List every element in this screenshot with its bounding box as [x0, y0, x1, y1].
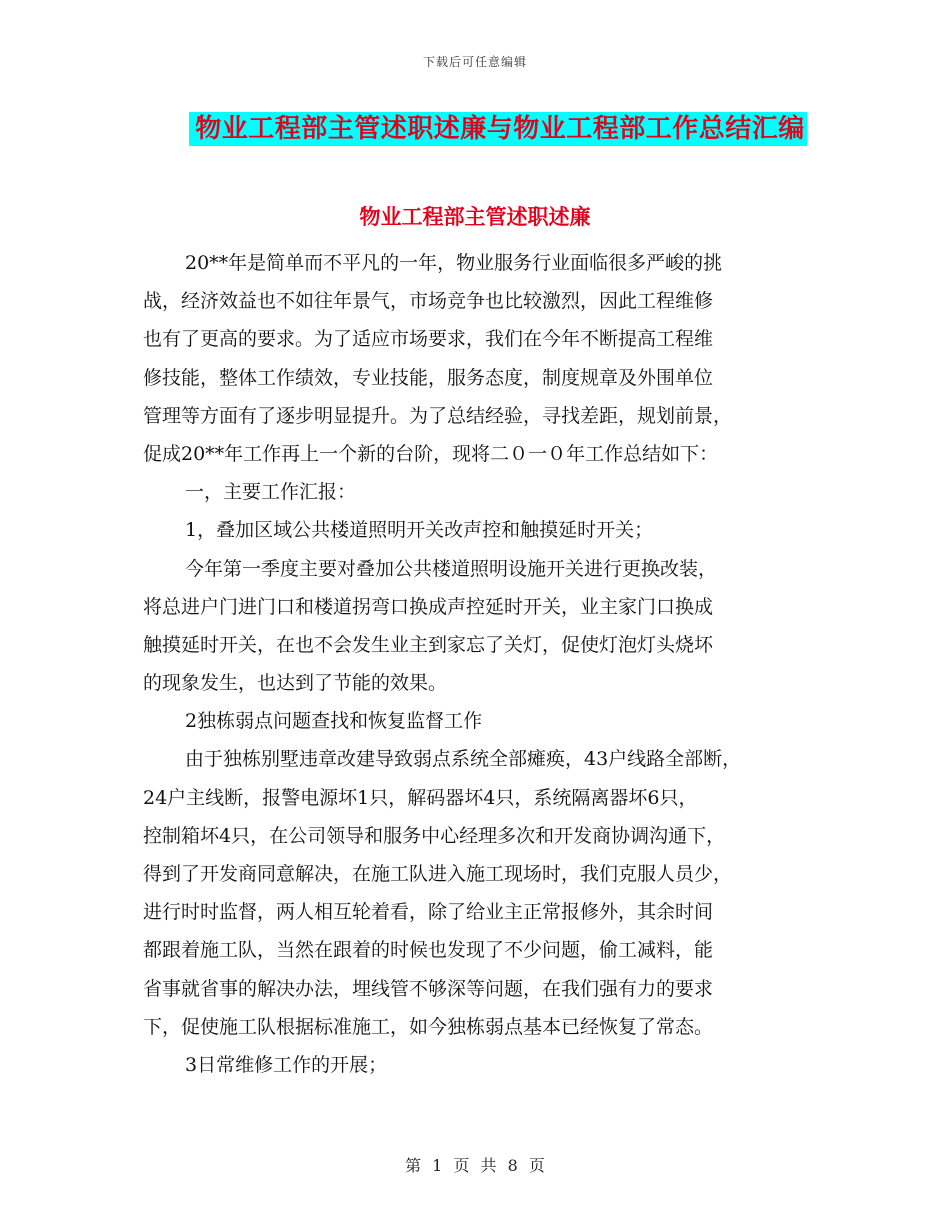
body-line: 得到了开发商同意解决，在施工队进入施工现场时，我们克服人员少， — [143, 863, 733, 885]
body-line: 省事就省事的解决办法，埋线管不够深等问题，在我们强有力的要求 — [143, 977, 714, 1000]
document-body — [143, 244, 813, 1084]
body-line: 促成20**年工作再上一个新的台阶，现将二０一０年工作总结如下： — [143, 442, 719, 465]
document-title: 物业工程部主管述职述廉与物业工程部工作总结汇编 — [189, 112, 807, 146]
body-line: 下，促使施工队根据标准施工，如今独栋弱点基本已经恢复了常态。 — [143, 1015, 714, 1038]
body-line: 触摸延时开关，在也不会发生业主到家忘了关灯，促使灯泡灯头烧坏 — [143, 633, 714, 656]
body-line: 战，经济效益也不如往年景气，市场竞争也比较激烈，因此工程维修 — [143, 290, 714, 313]
body-line: 由于独栋别墅违章改建导致弱点系统全部瘫痪，43户线路全部断， — [185, 748, 742, 771]
body-line: 都跟着施工队，当然在跟着的时候也发现了不少问题，偷工减料，能 — [143, 939, 714, 962]
body-line: 一，主要工作汇报： — [185, 481, 357, 504]
body-line: 20**年是简单而不平凡的一年，物业服务行业面临很多严峻的挑 — [185, 252, 723, 274]
body-line: 今年第一季度主要对叠加公共楼道照明设施开关进行更换改装， — [185, 557, 718, 580]
header-note: 下载后可任意编辑 — [422, 55, 527, 69]
body-line: 2独栋弱点问题查找和恢复监督工作 — [185, 710, 483, 733]
body-line: 3日常维修工作的开展； — [185, 1053, 388, 1076]
body-line: 控制箱坏4只，在公司领导和服务中心经理多次和开发商协调沟通下， — [143, 824, 726, 847]
body-line: 1，叠加区域公共楼道照明开关改声控和触摸延时开关； — [185, 519, 654, 542]
body-line: 进行时时监督，两人相互轮着看，除了给业主正常报修外，其余时间 — [143, 901, 714, 924]
body-line: 修技能，整体工作绩效，专业技能，服务态度，制度规章及外围单位 — [143, 366, 714, 389]
body-line: 将总进户门进门口和楼道拐弯口换成声控延时开关，业主家门口换成 — [143, 595, 714, 618]
page-footer: 第 1 页 共 8 页 — [405, 1156, 545, 1175]
main-title-container — [0, 112, 950, 146]
section-title: 物业工程部主管述职述廉 — [359, 204, 591, 229]
body-line: 24户主线断，报警电源坏1只，解码器坏4只，系统隔离器坏6只， — [143, 786, 698, 809]
body-line: 也有了更高的要求。为了适应市场要求，我们在今年不断提高工程维 — [143, 328, 714, 351]
body-line: 的现象发生，也达到了节能的效果。 — [143, 672, 448, 695]
body-line: 管理等方面有了逐步明显提升。为了总结经验，寻找差距，规划前景， — [143, 404, 733, 427]
